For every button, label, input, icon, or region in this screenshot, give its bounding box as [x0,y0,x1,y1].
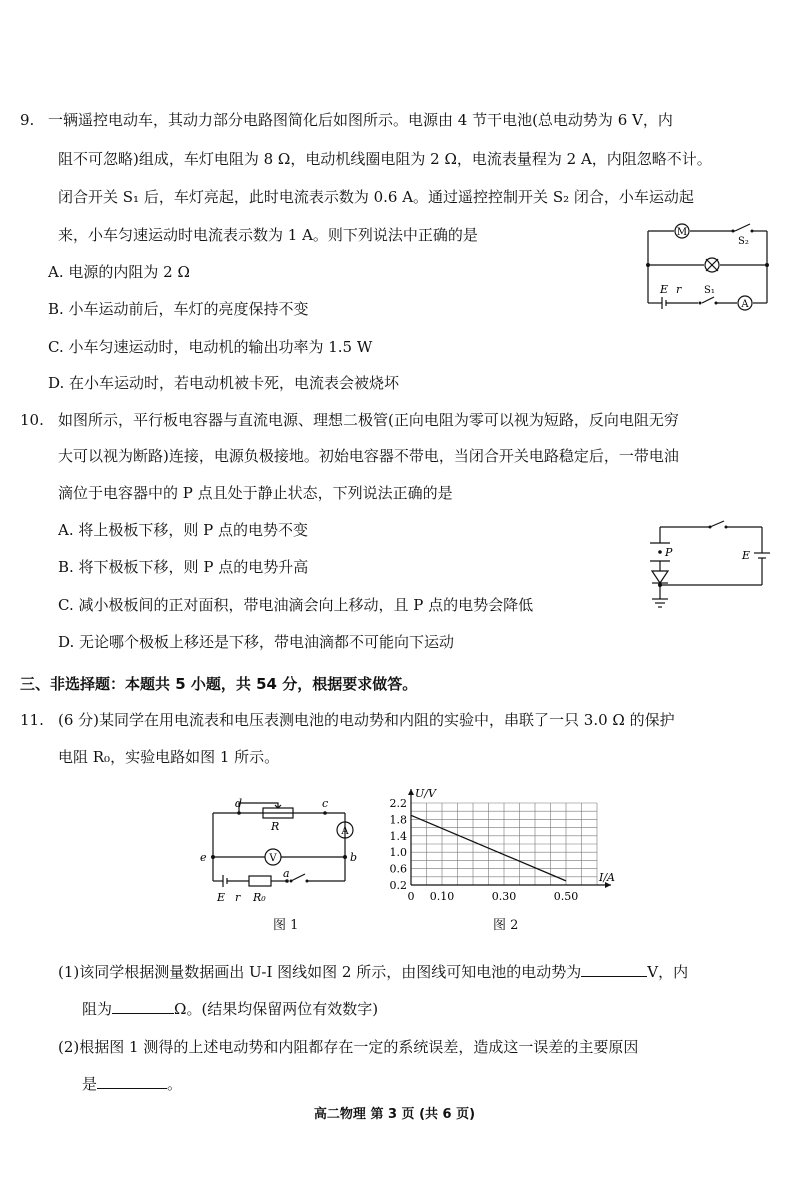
fig1-label-R0: R₀ [253,891,266,904]
q9-motor-label: M [676,227,688,238]
section-3-heading: 三、非选择题：本题共 5 小题，共 54 分，根据要求做答。 [20,675,418,693]
q10-circuit-figure [640,515,775,615]
y-tick-label: 1.4 [389,829,407,843]
y-tick-label: 1.0 [389,846,407,860]
y-tick-label: 1.8 [389,813,407,827]
fig2-caption: 图 2 [493,918,519,933]
q11-figure-2-chart [375,785,625,905]
fig1-caption: 图 1 [273,918,299,933]
q11-sub2-line-1: (2)根据图 1 测得的上述电动势和内阻都存在一定的系统误差，造成这一误差的主要原因 [58,1038,639,1056]
q9-line-4: 来，小车匀速运动时电流表示数为 1 A。则下列说法中正确的是 [58,226,478,244]
q11-sub1-line-2 [82,999,378,1019]
x-tick-label: 0.10 [429,890,455,903]
fig1-label-r: r [235,891,241,904]
q11-line-2: 电阻 R₀，实验电路如图 1 所示。 [58,748,280,766]
fig1-label-c: c [322,797,329,810]
q9-ammeter-label: A [741,299,749,310]
error-reason-answer-blank[interactable] [97,1074,167,1089]
q11-sub2-text-c: 。 [167,1075,183,1093]
fig1-label-a: a [283,867,290,880]
x-tick-label: 0.30 [491,890,517,903]
fig1-label-A: A [341,826,349,837]
q11-sub2-line-2 [82,1074,182,1094]
q10-number: 10. [20,411,44,429]
y-axis-label: U/V [415,787,436,800]
q10-p-label: P [665,546,673,559]
q9-e-label: E [660,283,669,296]
q9-option-a: A. 电源的内阻为 2 Ω [48,263,190,281]
q9-r-label: r [676,283,682,296]
x-axis-label: I/A [599,871,615,884]
q11-sub1-text-d: Ω。(结果均保留两位有效数字) [174,1000,379,1018]
q9-line-1: 一辆遥控电动车，其动力部分电路图简化后如图所示。电源由 4 节干电池(总电动势为 6 V，内 [48,111,673,129]
fig1-label-R: R [271,820,280,833]
q11-sub1-text-b: V，内 [647,963,689,981]
q10-option-b: B. 将下极板下移，则 P 点的电势升高 [58,558,309,576]
y-axis-arrow [408,789,414,795]
q11-number: 11. [20,711,44,729]
fig1-label-e: e [200,851,207,864]
fig1-label-b: b [350,851,358,864]
q11-sub1-line-1 [58,962,688,982]
q9-circuit-figure [640,215,775,315]
x-tick-label: 0.50 [553,890,579,903]
emf-answer-blank[interactable] [581,962,647,977]
q10-line-2: 大可以视为断路)连接，电源负极接地。初始电容器不带电，当闭合开关电路稳定后，一带电油 [58,447,679,465]
q11-figure-1-circuit [195,795,365,910]
fig1-label-V: V [269,853,277,864]
q10-option-a: A. 将上极板下移，则 P 点的电势不变 [58,521,308,539]
q10-e-label: E [742,549,751,562]
fig1-label-E: E [217,891,226,904]
q10-line-1: 如图所示，平行板电容器与直流电源、理想二极管(正向电阻为零可以视为短路，反向电阻无穷 [58,411,679,429]
q10-line-3: 滴位于电容器中的 P 点且处于静止状态，下列说法正确的是 [58,484,453,502]
fig1-label-d: d [235,797,243,810]
q9-option-d: D. 在小车运动时，若电动机被卡死，电流表会被烧坏 [48,374,400,392]
q11-line-1: (6 分)某同学在用电流表和电压表测电池的电动势和内阻的实验中，串联了一只 3.0 Ω 的保护 [58,711,675,729]
q9-s1-label: S₁ [704,285,715,296]
q9-line-3: 闭合开关 S₁ 后，车灯亮起，此时电流表示数为 0.6 A。通过遥控控制开关 S₂ 闭合，小车运动起 [58,188,694,206]
q11-sub2-text-b: 是 [82,1075,98,1093]
q9-option-b: B. 小车运动前后，车灯的亮度保持不变 [48,300,309,318]
q11-sub1-text-c: 阻为 [82,1000,113,1018]
q11-sub1-text-a: (1)该同学根据测量数据画出 U-I 图线如图 2 所示，由图线可知电池的电动势为 [58,963,582,981]
page-footer: 高二物理 第 3 页 (共 6 页) [313,1107,476,1122]
q9-s2-label: S₂ [738,236,749,247]
y-tick-label: 0.6 [389,862,407,876]
y-tick-label: 0.2 [389,879,407,892]
q9-option-c: C. 小车匀速运动时，电动机的输出功率为 1.5 W [48,338,373,356]
resistance-answer-blank[interactable] [112,999,174,1014]
q9-number: 9. [20,111,35,129]
q10-option-c: C. 减小极板间的正对面积，带电油滴会向上移动，且 P 点的电势会降低 [58,596,534,614]
q9-line-2: 阻不可忽略)组成，车灯电阻为 8 Ω，电动机线圈电阻为 2 Ω，电流表量程为 2 A，内阻忽略不计。 [58,150,712,168]
y-tick-label: 2.2 [389,797,407,810]
origin-label: 0 [407,890,415,903]
q10-option-d: D. 无论哪个极板上移还是下移，带电油滴都不可能向下运动 [58,633,455,651]
